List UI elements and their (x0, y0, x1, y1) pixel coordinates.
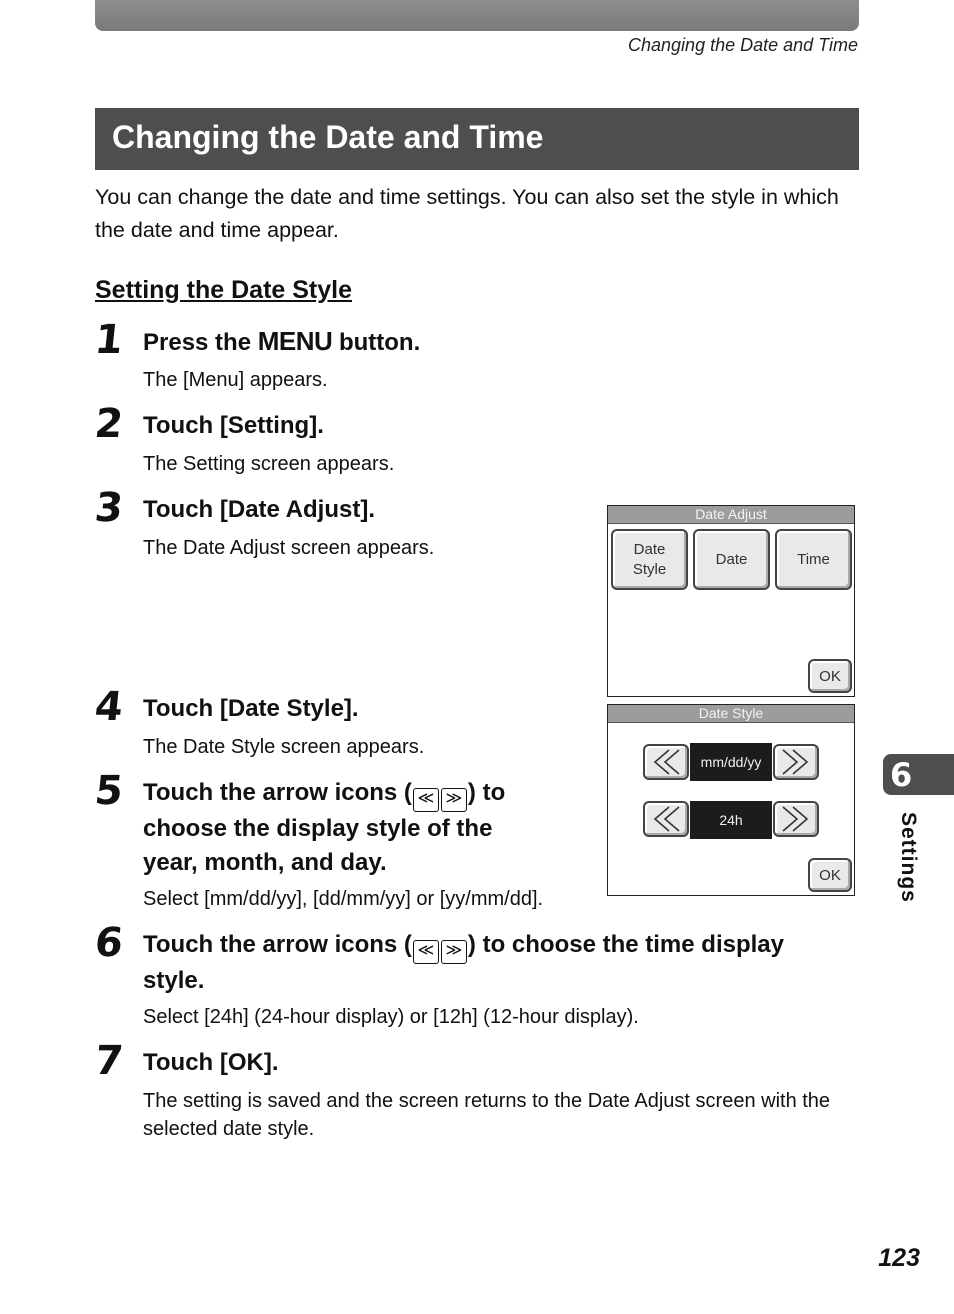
step-title-text: Touch the arrow icons ( (143, 779, 412, 806)
right-arrow-icon (779, 748, 813, 776)
step-body: The [Menu] appears. (143, 369, 328, 391)
step-title: Touch [Date Adjust]. (143, 496, 375, 523)
ok-button[interactable]: OK (808, 858, 852, 892)
date-button[interactable]: Date (693, 529, 770, 590)
chapter-label: Settings (897, 812, 920, 903)
date-right-arrow-button[interactable] (773, 744, 819, 780)
right-arrow-icon (779, 805, 813, 833)
right-arrow-icon: ≫ (441, 940, 467, 964)
page-number: 123 (878, 1244, 920, 1272)
intro-paragraph: You can change the date and time settings. You can also set the style in which the date and time appear. (95, 185, 839, 242)
step-number: 1 (92, 317, 126, 363)
time-right-arrow-button[interactable] (773, 801, 819, 837)
step-title-text: choose the display style of the (143, 815, 493, 842)
screen-header: Date Adjust (608, 506, 854, 524)
step-number: 4 (92, 684, 126, 730)
left-arrow-icon (649, 805, 683, 833)
screen-header: Date Style (608, 705, 854, 723)
section-title: Changing the Date and Time (112, 119, 544, 155)
step-body: The setting is saved and the screen returns to the Date Adjust screen with the selected date style. (143, 1090, 831, 1140)
button-label: Date (633, 540, 666, 558)
menu-button-label: MENU (257, 326, 333, 356)
chapter-tab (883, 754, 954, 795)
step-number: 3 (92, 485, 126, 531)
time-button[interactable]: Time (775, 529, 852, 590)
step-title: Touch [Setting]. (143, 412, 324, 439)
step-title-text: ) to (467, 779, 506, 806)
step-title: Touch [Date Style]. (143, 695, 359, 722)
left-arrow-icon: ≪ (413, 788, 439, 812)
step-title-text: year, month, and day. (143, 849, 387, 876)
step-title: Touch [OK]. (143, 1049, 279, 1076)
step-title-text: ) to choose the time display (467, 931, 784, 958)
ok-button[interactable]: OK (808, 659, 852, 693)
step-body: The Date Style screen appears. (143, 736, 425, 758)
chapter-number: 6 (890, 756, 913, 794)
step-body: The Setting screen appears. (143, 453, 395, 475)
date-style-value: mm/dd/yy (690, 743, 772, 781)
left-arrow-icon: ≪ (413, 940, 439, 964)
step-title-text: Touch the arrow icons ( (143, 931, 412, 958)
left-arrow-icon (649, 748, 683, 776)
right-arrow-icon: ≫ (441, 788, 467, 812)
step-title-text: button. (332, 329, 421, 356)
step-body: The Date Adjust screen appears. (143, 537, 435, 559)
date-style-button[interactable] (611, 529, 688, 590)
step-title (143, 776, 593, 880)
step-number: 7 (92, 1038, 126, 1084)
step-body: Select [mm/dd/yy], [dd/mm/yy] or [yy/mm/dd]. (143, 888, 544, 910)
step-number: 5 (92, 768, 126, 814)
date-adjust-screen (607, 505, 855, 697)
step-body: Select [24h] (24-hour display) or [12h] (12-hour display). (143, 1006, 639, 1028)
step-number: 2 (92, 401, 126, 447)
step-title (143, 928, 863, 998)
date-left-arrow-button[interactable] (643, 744, 689, 780)
subheading: Setting the Date Style (95, 276, 352, 304)
running-head: Changing the Date and Time (628, 35, 858, 55)
section-title-bar (95, 108, 859, 170)
step-title-text: Press the (143, 329, 258, 356)
step-title-text: style. (143, 967, 205, 994)
time-style-value: 24h (690, 801, 772, 839)
date-style-screen (607, 704, 855, 896)
step-title (143, 324, 420, 360)
time-left-arrow-button[interactable] (643, 801, 689, 837)
step-number: 6 (92, 920, 126, 966)
top-header-bar (95, 0, 859, 31)
button-label: Style (632, 560, 667, 578)
